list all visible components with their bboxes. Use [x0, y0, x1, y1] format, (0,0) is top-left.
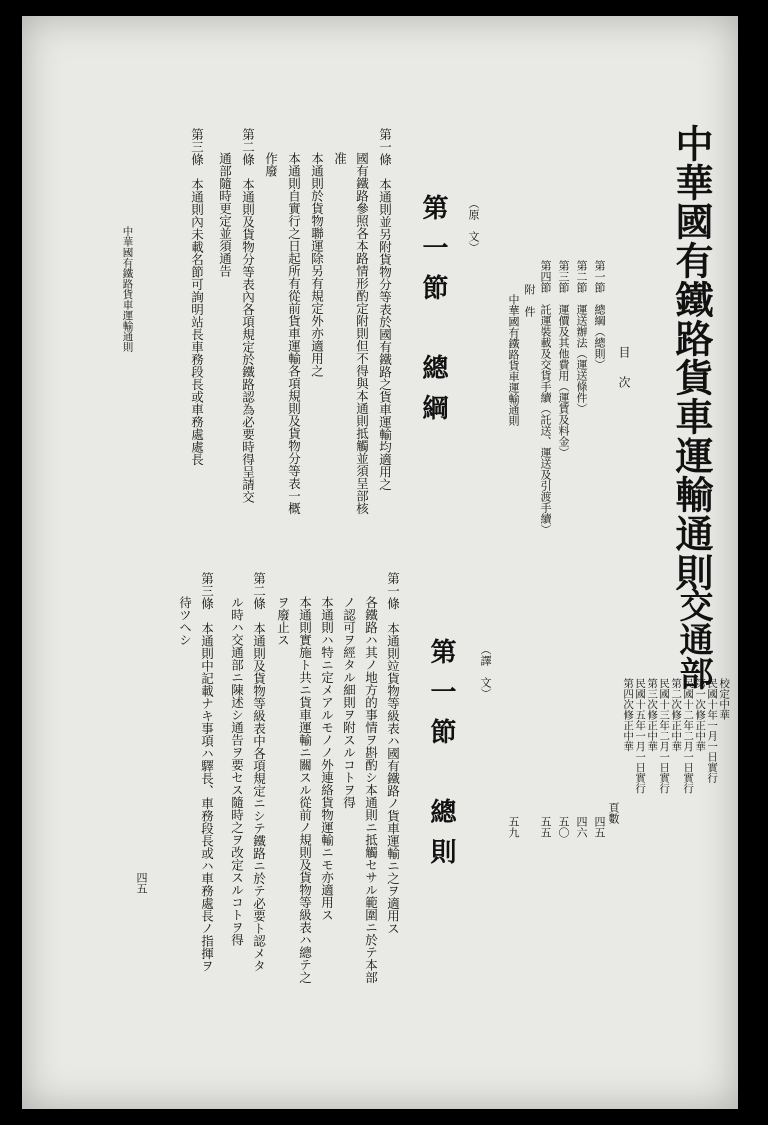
document-title: 中華國有鐵路貨車運輸通則	[669, 124, 714, 592]
toc-page-label: 頁數	[607, 802, 620, 824]
toc-item-page: 四五	[593, 816, 606, 838]
text-line: ノ認可ヲ經タル細則ヲ附スルコトヲ得	[341, 596, 357, 809]
history-date: 民國十年一月一日實行	[706, 678, 719, 783]
history-label: 第四次修正中華	[622, 678, 635, 752]
text-line: 第一條 本通則竝貨物等級表ハ國有鐵路ノ貨車運輸ニ之ヲ適用ス	[385, 572, 401, 935]
text-line: 待ツヘシ	[177, 596, 193, 646]
page-number: 四五	[135, 872, 148, 894]
original-footer: 中華國有鐵路貨車運輸通則	[121, 226, 134, 352]
toc-item-label: 中華國有鐵路貨車運輸通則	[507, 294, 520, 426]
text-line: 第二條 本通則及貨物等級表中各項規定ニシテ鐵路ニ於テ必要ト認メタ	[251, 572, 267, 972]
text-line: 第一條 本通則並另附貨物分等表於國有鐵路之貨車運輸均適用之	[377, 128, 393, 491]
text-line: 本通則自實行之日起所有從前貨車運輸各項規則及貨物分等表一概	[286, 152, 302, 515]
toc-item-label: 第三節 運價及其他費用（運賃及料金）	[557, 260, 570, 458]
toc-item-label: 第一節 總綱（總則）	[593, 260, 606, 370]
text-line: 第三條 本通則內未載名節可詢明站長車務段長或車務處處長	[189, 128, 205, 466]
history-label: 第一次修正中華	[694, 678, 707, 752]
text-line: ヲ廢止ス	[275, 596, 291, 646]
toc-item-page: 五九	[507, 816, 520, 838]
translation-section-title: 第一節 總則	[426, 638, 456, 878]
original-section-title: 第一節 總綱	[418, 194, 448, 434]
history-date: 民國十五年一月一日實行	[634, 678, 647, 794]
toc-heading: 目次	[617, 346, 631, 406]
document-page	[22, 16, 738, 1109]
text-line: 本通則實施ト共ニ貨車運輸ニ關スル從前ノ規則及貨物等級表ハ總テ之	[297, 596, 313, 984]
toc-item-page: 四六	[575, 816, 588, 838]
toc-item-label: 第四節 託運裝載及交貨手續（託送、運送及引渡手續）	[539, 260, 552, 535]
text-line: 通部隨時更定並須通告	[217, 152, 233, 277]
text-line: 國有鐵路參照各本路情形酌定附則但不得與本通則抵觸並須呈部核	[354, 152, 370, 515]
history-date: 民國十二年二月一日實行	[682, 678, 695, 794]
publisher: 交通部	[673, 588, 713, 690]
text-line: 本通則於貨物聯運除另有規定外亦適用之	[309, 152, 325, 377]
text-line: 准	[332, 152, 348, 165]
text-line: 本通則ハ特ニ定メアルモノノ外連絡貨物運輸ニモ亦適用ス	[319, 596, 335, 921]
toc-item-page: 五五	[539, 816, 552, 838]
history-date: 民國十三年二月一日實行	[658, 678, 671, 794]
text-line: 各鐵路ハ其ノ地方的事情ヲ斟酌シ本通則ニ抵觸セサル範圍ニ於テ本部	[363, 596, 379, 984]
history-label: 第三次修正中華	[646, 678, 659, 752]
original-label: （原 文）	[467, 198, 480, 253]
history-label: 第二次修正中華	[670, 678, 683, 752]
toc-item-page: 五〇	[557, 816, 570, 838]
text-line: 第二條 本通則及貨物分等表內各項規定於鐵路認為必要時得呈請交	[240, 128, 256, 503]
text-line: ル時ハ交通部ニ陳述シ通告ヲ要セス隨時之ヲ改定スルコトヲ得	[229, 596, 245, 946]
history-label: 校定中華	[718, 678, 731, 720]
text-line: 第三條 本通則中記載ナキ事項ハ驛長、車務段長或ハ車務處長ノ指揮ヲ	[199, 572, 215, 972]
toc-appendix-label: 附 件	[523, 284, 536, 317]
toc-item-label: 第二節 運送辦法（運送條件）	[575, 260, 588, 414]
text-line: 作廢	[263, 152, 279, 177]
translation-label: （譯 文）	[479, 644, 492, 699]
